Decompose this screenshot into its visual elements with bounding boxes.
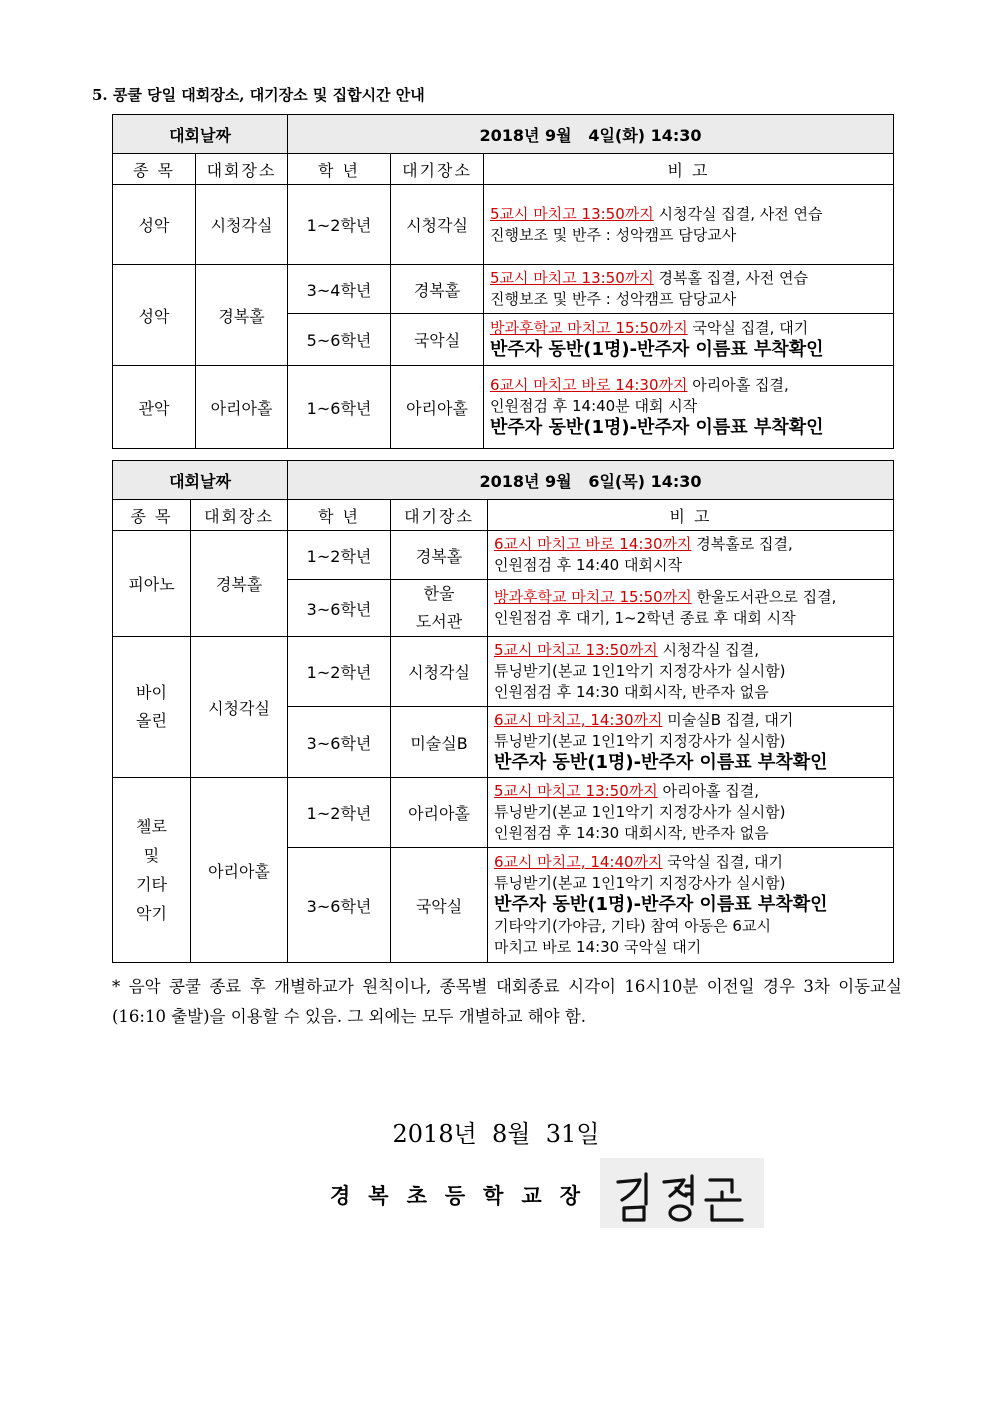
footnote: * 음악 콩쿨 종료 후 개별하교가 원칙이나, 종목별 대회종료 시각이 16시10분 이전일 경우 3차 이동교실(16:10 출발)을 이용할 수 있음. 그 외에는 모두 개별하교 해야 함. xyxy=(112,977,902,1026)
remarks-cell: 5교시 마치고 13:50까지 시청각실 집결, 사전 연습 진행보조 및 반주 : 성악캠프 담당교사 xyxy=(484,185,894,265)
waiting-cell: 아리아홀 xyxy=(391,778,488,848)
waiting-cell: 아리아홀 xyxy=(391,366,484,449)
col-grade: 학 년 xyxy=(288,500,391,531)
event-cell: 첼로 및 기타 악기 xyxy=(113,778,191,963)
event-cell: 바이 올린 xyxy=(113,637,191,778)
grade-cell: 1~6학년 xyxy=(288,366,391,449)
venue-cell: 아리아홀 xyxy=(191,778,288,963)
col-remarks: 비 고 xyxy=(484,154,894,185)
accompanist-note: 반주자 동반(1명)-반주자 이름표 부착확인 xyxy=(494,894,828,915)
remarks-cell: 6교시 마치고 바로 14:30까지 경복홀로 집결, 인원점검 후 14:40 대회시작 xyxy=(488,531,894,580)
venue-cell: 경복홀 xyxy=(191,531,288,637)
waiting-cell: 국악실 xyxy=(391,848,488,963)
grade-cell: 1~2학년 xyxy=(288,778,391,848)
event-cell: 성악 xyxy=(113,185,196,265)
assembly-time: 6교시 마치고, 14:40까지 xyxy=(494,853,663,871)
table-row xyxy=(113,637,894,707)
venue-cell: 시청각실 xyxy=(196,185,288,265)
venue-cell: 경복홀 xyxy=(196,265,288,366)
remarks-cell: 5교시 마치고 13:50까지 시청각실 집결, 튜닝받기(본교 1인1악기 지정강사가 실시함) 인원점검 후 14:30 대회시작, 반주자 없음 xyxy=(488,637,894,707)
table-row xyxy=(113,185,894,265)
assembly-time: 방과후학교 마치고 15:50까지 xyxy=(490,319,688,337)
grade-cell: 5~6학년 xyxy=(288,314,391,366)
remarks-cell: 방과후학교 마치고 15:50까지 국악실 집결, 대기 반주자 동반(1명)-반주자 이름표 부착확인 xyxy=(484,314,894,366)
date-value: 2018년 9월 6일(목) 14:30 xyxy=(288,461,894,500)
grade-cell: 3~6학년 xyxy=(288,848,391,963)
col-remarks: 비 고 xyxy=(488,500,894,531)
col-venue: 대회장소 xyxy=(196,154,288,185)
accompanist-note: 반주자 동반(1명)-반주자 이름표 부착확인 xyxy=(494,752,828,773)
section-heading: 5. 콩쿨 당일 대회장소, 대기장소 및 집합시간 안내 xyxy=(92,86,425,104)
table-row xyxy=(113,265,894,314)
remarks-cell: 방과후학교 마치고 15:50까지 한울도서관으로 집결, 인원점검 후 대기, 1~2학년 종료 후 대회 시작 xyxy=(488,580,894,637)
col-venue: 대회장소 xyxy=(191,500,288,531)
assembly-time: 방과후학교 마치고 15:50까지 xyxy=(494,588,692,606)
assembly-time: 6교시 마치고 바로 14:30까지 xyxy=(494,535,692,553)
waiting-cell: 시청각실 xyxy=(391,185,484,265)
schedule-table-sep6 xyxy=(112,460,894,963)
event-cell: 성악 xyxy=(113,265,196,366)
grade-cell: 1~2학년 xyxy=(288,531,391,580)
remarks-cell: 5교시 마치고 13:50까지 아리아홀 집결, 튜닝받기(본교 1인1악기 지정강사가 실시함) 인원점검 후 14:30 대회시작, 반주자 없음 xyxy=(488,778,894,848)
remarks-cell: 6교시 마치고 바로 14:30까지 아리아홀 집결, 인원점검 후 14:40분 대회 시작 반주자 동반(1명)-반주자 이름표 부착확인 xyxy=(484,366,894,449)
principal-title: 경복초등학교장 xyxy=(330,1184,599,1208)
assembly-time: 6교시 마치고, 14:30까지 xyxy=(494,711,663,729)
waiting-cell: 미술실B xyxy=(391,707,488,778)
event-cell: 피아노 xyxy=(113,531,191,637)
date-value: 2018년 9월 4일(화) 14:30 xyxy=(288,115,894,154)
table-row xyxy=(113,531,894,580)
grade-cell: 3~6학년 xyxy=(288,580,391,637)
signature-image xyxy=(600,1158,764,1228)
venue-cell: 아리아홀 xyxy=(196,366,288,449)
document-date: 2018년 8월 31일 xyxy=(392,1120,600,1148)
col-event: 종 목 xyxy=(113,500,191,531)
venue-cell: 시청각실 xyxy=(191,637,288,778)
grade-cell: 1~2학년 xyxy=(288,637,391,707)
col-waiting: 대기장소 xyxy=(391,154,484,185)
waiting-cell: 한울 도서관 xyxy=(391,580,488,637)
assembly-time: 5교시 마치고 13:50까지 xyxy=(494,782,658,800)
table-row xyxy=(113,366,894,449)
grade-cell: 1~2학년 xyxy=(288,185,391,265)
col-grade: 학 년 xyxy=(288,154,391,185)
col-waiting: 대기장소 xyxy=(391,500,488,531)
date-label: 대회날짜 xyxy=(113,115,288,154)
date-label: 대회날짜 xyxy=(113,461,288,500)
accompanist-note: 반주자 동반(1명)-반주자 이름표 부착확인 xyxy=(490,339,824,360)
waiting-cell: 국악실 xyxy=(391,314,484,366)
grade-cell: 3~6학년 xyxy=(288,707,391,778)
assembly-time: 6교시 마치고 바로 14:30까지 xyxy=(490,376,688,394)
remarks-cell: 5교시 마치고 13:50까지 경복홀 집결, 사전 연습 진행보조 및 반주 : 성악캠프 담당교사 xyxy=(484,265,894,314)
schedule-table-sep4 xyxy=(112,114,894,449)
assembly-time: 5교시 마치고 13:50까지 xyxy=(494,641,658,659)
handwritten-signature xyxy=(600,1158,764,1228)
remarks-cell: 6교시 마치고, 14:30까지 미술실B 집결, 대기 튜닝받기(본교 1인1악기 지정강사가 실시함) 반주자 동반(1명)-반주자 이름표 부착확인 xyxy=(488,707,894,778)
waiting-cell: 경복홀 xyxy=(391,531,488,580)
waiting-cell: 시청각실 xyxy=(391,637,488,707)
remarks-cell: 6교시 마치고, 14:40까지 국악실 집결, 대기 튜닝받기(본교 1인1악기 지정강사가 실시함) 반주자 동반(1명)-반주자 이름표 부착확인 기타악기(가야금, 기타) 참여 아동은 6교시 마치고 바로 14:30 국악실 대기 xyxy=(488,848,894,963)
event-cell: 관악 xyxy=(113,366,196,449)
accompanist-note: 반주자 동반(1명)-반주자 이름표 부착확인 xyxy=(490,417,824,438)
assembly-time: 5교시 마치고 13:50까지 xyxy=(490,204,654,223)
table-row xyxy=(113,778,894,848)
assembly-time: 5교시 마치고 13:50까지 xyxy=(490,269,654,287)
col-event: 종 목 xyxy=(113,154,196,185)
waiting-cell: 경복홀 xyxy=(391,265,484,314)
grade-cell: 3~4학년 xyxy=(288,265,391,314)
